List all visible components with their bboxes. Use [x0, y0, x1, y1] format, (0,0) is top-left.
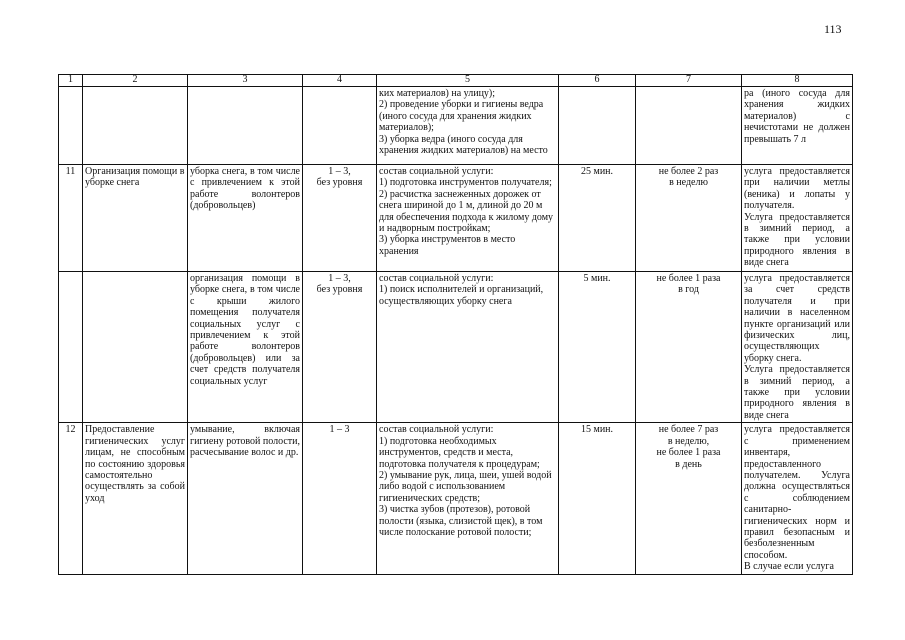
conditions-cell: услуга предоставляется при наличии метлы (веника) и лопаты у получателя. Услуга предоставляется в зимний период, а также при условии природного явления в виде снега: [742, 165, 853, 272]
duration-cell: 5 мин.: [559, 272, 636, 423]
frequency-cell: [636, 87, 742, 165]
frequency-cell: не более 1 раза в год: [636, 272, 742, 423]
table-row: [59, 423, 853, 574]
column-header: 5: [377, 75, 559, 87]
conditions-cell: услуга предоставляется с применением инвентаря, предоставленного получателем. Услуга должна осуществляться с соблюдением санитарно-гигиенических норм и правил безопасным и безболезненным способом. В случае если услуга: [742, 423, 853, 574]
service-content-cell: состав социальной услуги: 1) подготовка инструментов получателя; 2) расчистка заснеженных дорожек от снега шириной до 1 м, длиной до 20 м для обеспечения подхода к жилому дому и надворным постройкам; 3) уборка инструментов в место хранения: [377, 165, 559, 272]
frequency-cell: не более 7 раз в неделю, не более 1 раза в день: [636, 423, 742, 574]
service-description-cell: умывание, включая гигиену ротовой полости, расчесывание волос и др.: [188, 423, 303, 574]
services-table: [58, 74, 853, 575]
page-number: 113: [824, 22, 842, 36]
table-row: [59, 87, 853, 165]
service-name-cell: [83, 272, 188, 423]
column-number-row: [59, 75, 853, 87]
frequency-cell: не более 2 раз в неделю: [636, 165, 742, 272]
service-name-cell: [83, 87, 188, 165]
level-cell: 1 – 3, без уровня: [303, 272, 377, 423]
column-header: 6: [559, 75, 636, 87]
duration-cell: [559, 87, 636, 165]
service-name-cell: Организация помощи в уборке снега: [83, 165, 188, 272]
service-content-cell: ких материалов) на улицу); 2) проведение уборки и гигиены ведра (иного сосуда для хранения жидких материалов); 3) уборка ведра (иного сосуда для хранения жидких материалов) на место: [377, 87, 559, 165]
column-header: 1: [59, 75, 83, 87]
table-row: [59, 165, 853, 272]
conditions-cell: услуга предоставляется за счет средств получателя и при наличии в населенном пункте организаций или физических лиц, осуществляющих уборку снега. Услуга предоставляется в зимний период, а также при условии природного явления в виде снега: [742, 272, 853, 423]
duration-cell: 25 мин.: [559, 165, 636, 272]
conditions-cell: ра (иного сосуда для хранения жидких материалов) с нечистотами не должен превышать 7 л: [742, 87, 853, 165]
level-cell: [303, 87, 377, 165]
level-cell: 1 – 3: [303, 423, 377, 574]
row-number-cell: [59, 87, 83, 165]
column-header: 3: [188, 75, 303, 87]
service-content-cell: состав социальной услуги: 1) подготовка необходимых инструментов, средств и места, подготовка получателя к процедурам; 2) умывание рук, лица, шеи, ушей водой либо водой с использованием гигиенических средств; 3) чистка зубов (протезов), ротовой полости (языка, слизистой щек), в том числе полоскание ротовой полости;: [377, 423, 559, 574]
service-description-cell: [188, 87, 303, 165]
service-description-cell: организация помощи в уборке снега, в том числе с крыши жилого помещения получателя социальных услуг с привлечением к этой работе волонтеров (добровольцев) или за счет средств получателя социальных услуг: [188, 272, 303, 423]
column-header: 2: [83, 75, 188, 87]
row-number-cell: 12: [59, 423, 83, 574]
row-number-cell: 11: [59, 165, 83, 272]
level-cell: 1 – 3, без уровня: [303, 165, 377, 272]
row-number-cell: [59, 272, 83, 423]
column-header: 8: [742, 75, 853, 87]
service-name-cell: Предоставление гигиенических услуг лицам, не способным по состоянию здоровья самостоятельно осуществлять за собой уход: [83, 423, 188, 574]
table-row: [59, 272, 853, 423]
service-content-cell: состав социальной услуги: 1) поиск исполнителей и организаций, осуществляющих уборку снега: [377, 272, 559, 423]
column-header: 7: [636, 75, 742, 87]
column-header: 4: [303, 75, 377, 87]
service-description-cell: уборка снега, в том числе с привлечением к этой работе волонтеров (добровольцев): [188, 165, 303, 272]
duration-cell: 15 мин.: [559, 423, 636, 574]
